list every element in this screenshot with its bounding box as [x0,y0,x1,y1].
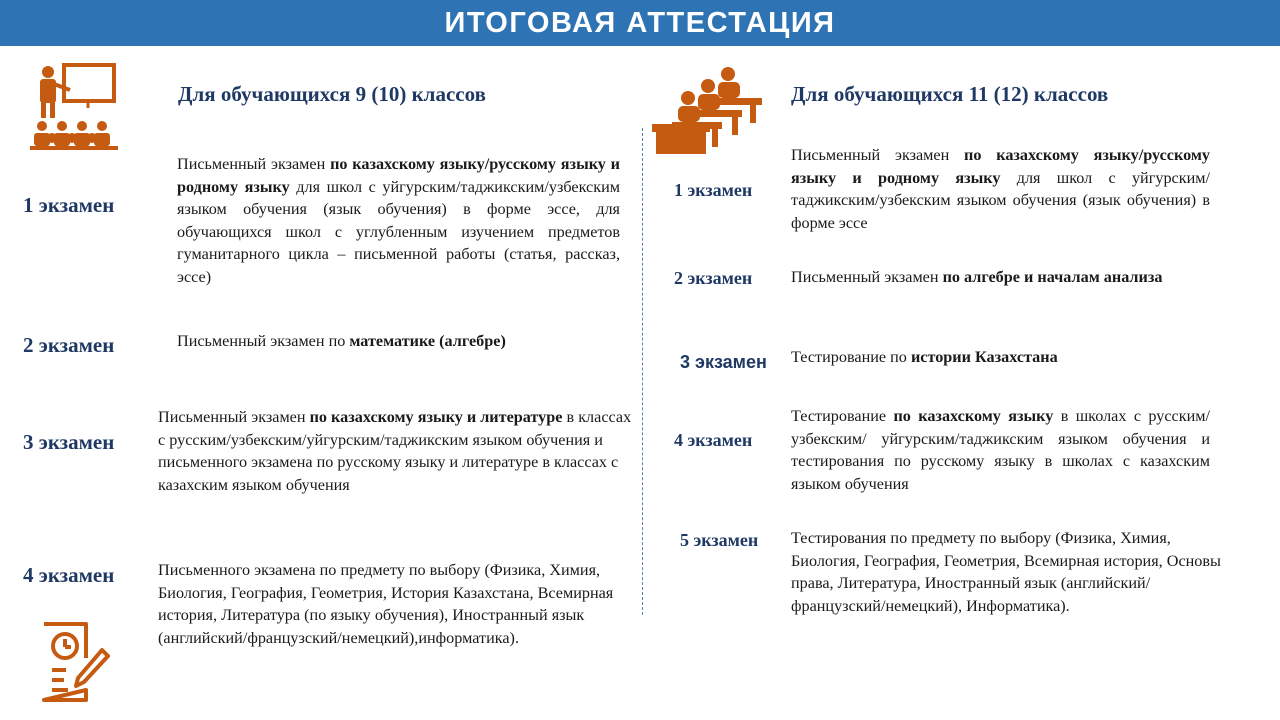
right-exam-4-label: 4 экзамен [674,430,753,450]
students-desks-icon [652,66,766,156]
text-run: Тестирование по [791,348,911,366]
text-run: Письменный экзамен [791,268,943,286]
text-run: для школ с уйгурским/таджикским/узбекским языком обучения (язык обучения) в форме эссе, для обучающихся школ с углубленным изучением предметов гуманитарного цикла – письменной работы (статья, рассказ, эссе) [177,177,620,286]
text-run: Письменный экзамен [158,408,310,426]
text-run: Письменный экзамен по [177,332,350,350]
right-exam-3-desc [791,346,1210,369]
text-run: Письменный экзамен [791,146,965,164]
bold-text-run: по казахскому языку [893,407,1054,425]
text-run: для школ с уйгурским/таджикским/узбекским языком обучения (язык обучения) в форме эссе [791,168,1211,232]
title-bar [0,0,1280,46]
text-run: Тестирование [791,407,894,425]
bold-text-run: по алгебре и началам анализа [942,268,1163,286]
left-exam-4-label: 4 экзамен [23,563,115,587]
bold-text-run: истории Казахстана [910,348,1058,366]
left-exam-2-desc [177,330,620,353]
left-exam-3-label: 3 экзамен [23,430,115,454]
text-run: в классах с русским/узбекским/уйгурским/таджикским языком обучения и письменного экзамена по русскому языку и литературе в классах с казахским языком обучения [158,408,632,494]
right-exam-1-label: 1 экзамен [674,180,753,200]
right-exam-5-desc [791,527,1236,617]
text-run: Письменного экзамена по предмету по выбору (Физика, Химия, Биология, География, Геометрия, История Казахстана, Всемирная история, Литература (по языку обучения), Иностранный язык (английский/французский/немецкий),информатика). [158,561,614,647]
page-title: ИТОГОВАЯ АТТЕСТАЦИЯ [444,6,836,39]
column-divider [642,128,643,615]
teacher-classroom-icon [28,60,122,156]
left-heading: Для обучающихся 9 (10) классов [178,82,486,106]
left-exam-3-desc [158,406,634,496]
bold-text-run: по казахскому языку/русскому языку и родному языку [791,146,1210,187]
left-exam-2-label: 2 экзамен [23,333,115,357]
left-exam-4-desc [158,559,618,649]
right-exam-2-label: 2 экзамен [674,268,753,288]
bold-text-run: математике (алгебре) [349,332,506,350]
text-run: в школах с русским/ узбекским/ уйгурским/таджикским языком обучения и тестирования по русскому языку в школах с казахским языком обучения [791,407,1210,493]
bold-text-run: по казахскому языку/русскому языку и родному языку [177,155,621,196]
right-exam-1-desc [791,144,1210,234]
right-exam-5-label: 5 экзамен [680,530,759,550]
right-exam-3-label: 3 экзамен [680,352,767,372]
right-exam-2-desc [791,266,1210,289]
left-exam-1-label: 1 экзамен [23,193,115,217]
text-run: Тестирования по предмету по выбору (Физика, Химия, Биология, География, Геометрия, Всемирная история, Основы права, Литература, Иностранный язык (английский/французский/немецкий), Информатика). [791,529,1221,615]
text-run: Письменный экзамен [177,155,331,173]
right-heading: Для обучающихся 11 (12) классов [791,82,1109,106]
left-exam-1-desc [177,153,620,288]
right-exam-4-desc [791,405,1210,495]
bold-text-run: по казахскому языку и литературе [309,408,563,426]
exam-paper-clock-icon [38,620,112,704]
